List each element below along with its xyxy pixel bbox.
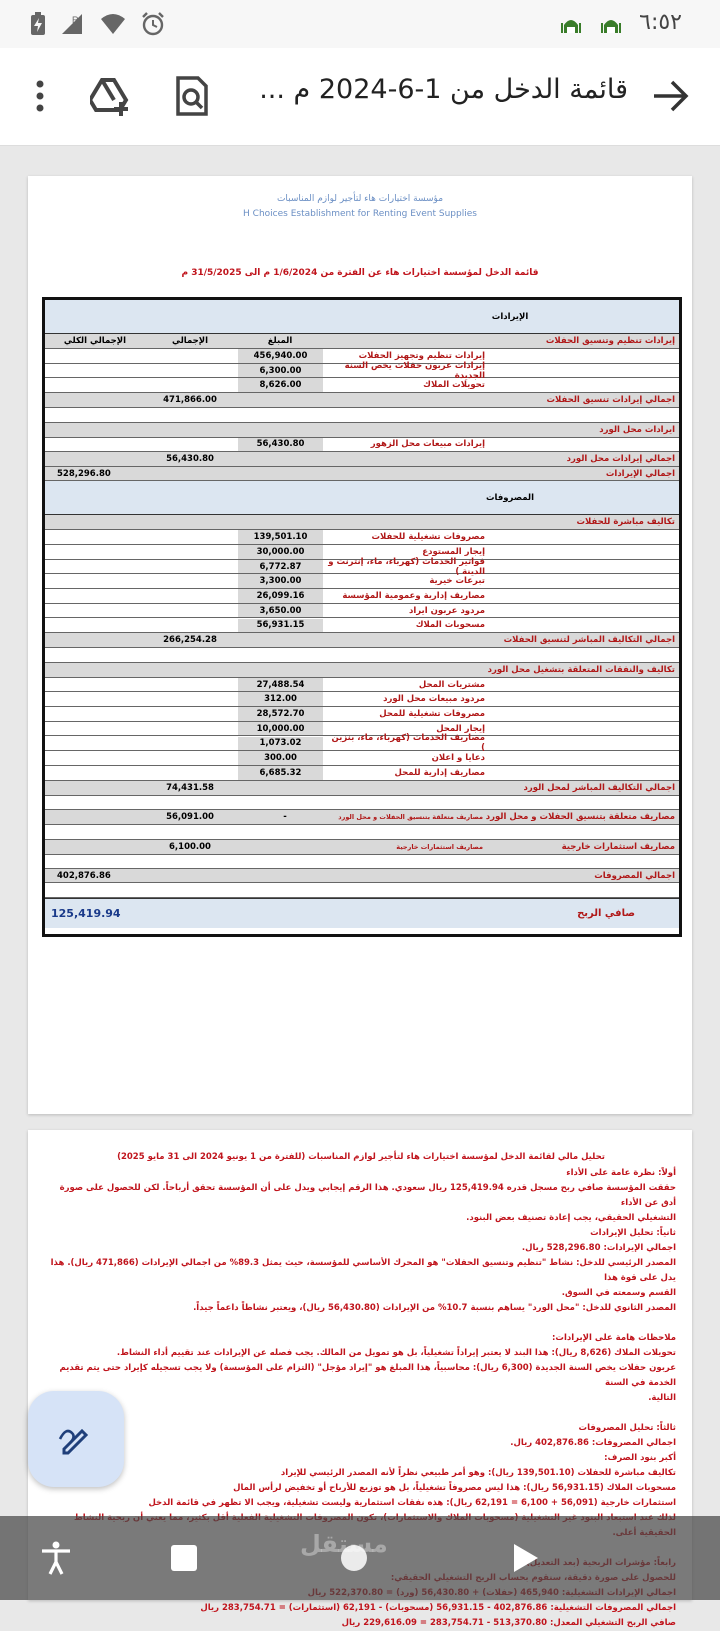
line-item-amount: 56,430.80 [238, 438, 323, 452]
line-item-label: دعايا و اعلان [431, 753, 485, 764]
watermark: مستقل [300, 1530, 388, 1558]
analysis-line: ثالثاً: تحليل المصروفات [578, 1423, 676, 1433]
line-item-row [45, 589, 679, 604]
subtotal-row [45, 781, 679, 796]
subtotal-row [45, 393, 679, 408]
line-item-label: مصاريف إدارية للمحل [394, 767, 485, 778]
company-header [28, 192, 692, 222]
line-item-row [45, 530, 679, 545]
line-item-amount: 6,772.87 [238, 560, 323, 574]
section-header-label: المصروفات [485, 492, 535, 503]
expense-group-label: مصاريف استثمارات خارجية [561, 841, 675, 852]
line-item-row [45, 707, 679, 722]
company-name-english: H Choices Establishment for Renting Event Supplies [243, 209, 477, 219]
analysis-line: استثمارات خارجية (56,091 + 6,100 = 62,191 ريال): هذه نفقات استثمارية وليست تشغيلية، ويجب الا تظهر في قائمة الدخل [148, 1498, 676, 1508]
line-item-amount: 56,931.15 [238, 619, 323, 633]
more-vert-icon[interactable] [20, 76, 60, 116]
category-row [45, 334, 679, 349]
add-to-drive-icon[interactable] [90, 76, 130, 116]
grand-total-amount: 402,876.86 [57, 870, 111, 881]
status-icons-left [30, 12, 166, 36]
alarm-icon [140, 12, 166, 36]
grand-total-row [45, 869, 679, 883]
mosque-icon [599, 11, 623, 35]
line-item-row [45, 378, 679, 393]
company-name-arabic: مؤسسة اختيارات هاء لتأجير لوازم المناسبات [276, 194, 444, 204]
line-item-amount: 456,940.00 [238, 349, 323, 363]
line-item-amount: 6,685.32 [238, 766, 323, 780]
analysis-line: عربون حفلات يخص السنة الجديدة (6,300 ريال): محاسبياً، هذا المبلغ هو "إيراد مؤجل" (التزام على المؤسسة) ولا يجب تسجيله كإيراد حتى يتم تقديم الخدمة في السنة [59, 1363, 676, 1388]
line-item-label: مصاريف الخدمات (كهرباء، ماء، بنزين ) [331, 733, 485, 754]
category-row [45, 515, 679, 530]
analysis-line: القسم وسمعته في السوق. [561, 1288, 676, 1298]
analysis-line [46, 1316, 676, 1331]
subtotal-label: اجمالي التكاليف المباشر لمحل الورد [523, 782, 675, 793]
expense-group-row [45, 810, 679, 825]
line-item-row [45, 438, 679, 453]
wifi-icon [100, 12, 126, 36]
accessibility-icon[interactable] [38, 1540, 74, 1576]
category-row [45, 663, 679, 678]
line-item-label: إيرادات عربون حفلات يخص السنة الجديدة [344, 360, 485, 381]
income-statement-table [42, 297, 682, 937]
clock-time: ٦:٥٢ [639, 10, 682, 35]
analysis-line: تحويلات الملاك (8,626 ريال): هذا البند لا يعتبر إيراداً تشغيلياً، بل هو تمويل من المالك. يجب فصله عن الإيرادات عند تقييم أداء النشاط. [116, 1348, 676, 1358]
mosque-icon [559, 11, 583, 35]
expense-group-label: مصاريف متعلقة بتنسيق الحفلات و محل الورد [485, 812, 675, 823]
analysis-line: المصدر الثانوي للدخل: "محل الورد" يساهم بنسبة 10.7% من الإيرادات (56,430.80 ريال)، ويعتبر نشاطاً داعماً جيداً. [193, 1303, 676, 1313]
stop-square-icon[interactable] [166, 1540, 202, 1576]
grand-total-row [45, 467, 679, 481]
line-item-row [45, 692, 679, 707]
expense-group-note: مصاريف متعلقة بتنسيق الحفلات و محل الورد [338, 813, 483, 822]
status-bar [0, 0, 720, 48]
line-item-label: مصروفات تشغيلية للمحل [379, 708, 485, 719]
line-item-row [45, 678, 679, 693]
col-header-grand-total: الإجمالي الكلي [63, 336, 127, 346]
category-row [45, 423, 679, 438]
line-item-amount: 28,572.70 [238, 707, 323, 721]
col-header-amount: المبلغ [267, 336, 293, 346]
subtotal-row [45, 633, 679, 648]
analysis-line: صافي الربح التشغيلي المعدل: 513,370.80 - 283,754.71 = 229,616.09 ريال [341, 1618, 676, 1628]
line-item-amount: 8,626.00 [238, 378, 323, 392]
blank-row [45, 648, 679, 663]
line-item-row [45, 751, 679, 766]
line-item-amount: 139,501.10 [238, 530, 323, 544]
analysis-line: أكبر بنود الصرف: [604, 1453, 676, 1463]
document-page-1[interactable] [28, 176, 692, 1114]
analysis-line: المصدر الرئيسي للدخل: نشاط "تنظيم وتنسيق الحفلات" هو المحرك الأساسي للمؤسسة، حيث يمثل 89.3% من اجمالي الإيرادات (471,866 ريال). هذا يدل على قوة هذا [50, 1258, 676, 1283]
subtotal-label: اجمالي إيرادات تنسيق الحفلات [546, 395, 675, 406]
line-item-label: مسحوبات الملاك [415, 620, 485, 631]
line-item-amount: 6,300.00 [238, 364, 323, 378]
app-bar [0, 48, 720, 146]
line-item-row [45, 766, 679, 781]
analysis-line: حققت المؤسسة صافي ربح مسجل قدره 125,419.94 ريال سعودي. هذا الرقم إيجابي ويدل على أن المؤسسة تحقق أرباحاً. لكن للحصول على صورة أدق عن الأداء [59, 1183, 676, 1208]
line-item-amount: 3,650.00 [238, 604, 323, 618]
net-profit-amount: 125,419.94 [51, 906, 121, 920]
analysis-line: التشغيلي الحقيقي، يجب إعادة تصنيف بعض البنود. [466, 1213, 676, 1223]
document-title: قائمة الدخل من 1-6-2024 م ... [259, 74, 628, 105]
blank-row [45, 796, 679, 811]
line-item-label: تحويلات الملاك [423, 380, 485, 391]
line-item-row [45, 619, 679, 634]
roaming-mark: R [72, 15, 79, 25]
analysis-line: اجمالي المصروفات التشغيلية: 402,876.86 - 56,931.15 (مسحوبات) - 62,191 (استثمارات) = 283,754.71 ريال [200, 1603, 676, 1613]
line-item-row [45, 733, 679, 754]
analysis-line: اجمالي المصروفات: 402,876.86 ريال. [510, 1438, 676, 1448]
analysis-line: تحليل مالي لقائمة الدخل لمؤسسة اختيارات هاء لتأجير لوازم المناسبات (للفترة من 1 يونيو 2024 الى 31 مايو 2025) [117, 1152, 605, 1162]
section-header [45, 300, 679, 334]
expense-group-note: مصاريف استثمارات خارجية [396, 842, 483, 851]
line-item-label: إيجار المحل [436, 723, 485, 734]
line-item-amount: 1,073.02 [238, 737, 323, 751]
navigation-bar [0, 1516, 720, 1600]
signal-roaming-icon [60, 12, 86, 36]
analysis-line: اجمالي الإيرادات: 528,296.80 ريال. [521, 1243, 676, 1253]
category-label: تكاليف والنفقات المتعلقة بتشغيل محل الورد [487, 664, 675, 675]
line-item-label: إيجار المستودع [422, 546, 485, 557]
grand-total-label: اجمالي المصروفات [594, 870, 675, 881]
grand-total-label: اجمالي الإيرادات [605, 468, 675, 479]
subtotal-label: اجمالي التكاليف المباشر لتنسيق الحفلات [503, 635, 675, 646]
net-profit-label: صافي الربح [577, 907, 635, 919]
expense-group-dash [260, 840, 310, 854]
expense-group-amount: 6,100.00 [169, 841, 211, 852]
line-item-amount: 30,000.00 [238, 545, 323, 559]
line-item-amount: 300.00 [238, 751, 323, 765]
analysis-line: أولاً: نظرة عامة على الأداء [566, 1168, 676, 1178]
line-item-label: مردود عربون ايراد [408, 605, 485, 616]
blank-row [45, 883, 679, 898]
line-item-amount: 10,000.00 [238, 722, 323, 736]
expense-group-dash: - [283, 812, 287, 823]
edit-pen-icon [56, 1419, 96, 1459]
line-item-amount: 27,488.54 [238, 678, 323, 692]
line-item-row [45, 604, 679, 619]
blank-row [45, 408, 679, 423]
line-item-amount: 26,099.16 [238, 589, 323, 603]
line-item-row [45, 574, 679, 589]
subtotal-label: اجمالي إيرادات محل الورد [566, 454, 675, 465]
category-label: ايرادات محل الورد [599, 424, 675, 435]
net-profit-row [45, 898, 679, 928]
line-item-amount: 3,300.00 [238, 574, 323, 588]
line-item-row [45, 556, 679, 577]
line-item-label: مصاريف إدارية وعمومية المؤسسة [342, 590, 485, 601]
annotate-fab[interactable] [28, 1391, 124, 1487]
analysis-line: ملاحظات هامة على الإيرادات: [552, 1333, 676, 1343]
grand-total-amount: 528,296.80 [57, 468, 111, 479]
blank-row [45, 855, 679, 870]
line-item-amount: 312.00 [238, 692, 323, 706]
subtotal-amount: 74,431.58 [166, 782, 214, 793]
category-label: تكاليف مباشرة للحفلات [576, 517, 675, 528]
expense-group-amount: 56,091.00 [166, 812, 214, 823]
line-item-label: إيرادات مبيعات محل الزهور [370, 439, 485, 450]
col-header-total: الإجمالي [171, 336, 209, 346]
section-header-label: الإيرادات [491, 311, 529, 322]
subtotal-amount: 266,254.28 [163, 635, 217, 646]
subtotal-row [45, 452, 679, 467]
play-icon[interactable] [506, 1540, 542, 1576]
find-in-page-icon[interactable] [172, 76, 212, 116]
line-item-label: مصروفات تشغيلية للحفلات [371, 532, 485, 543]
statement-title: قائمة الدخل لمؤسسة اختيارات هاء عن الفترة من 1/6/2024 م الى 31/5/2025 م [181, 268, 539, 278]
analysis-line: مسحوبات الملاك (56,931.15 ريال): هذا ليس مصروفاً تشغيلياً، بل هو توزيع للأرباح أو تخفيض لرأس المال [233, 1483, 676, 1493]
section-header [45, 481, 679, 515]
line-item-label: تبرعات خيرية [429, 576, 485, 587]
analysis-line [46, 1406, 676, 1421]
status-icons-right [559, 10, 682, 35]
line-item-label: مردود مبيعات محل الورد [383, 694, 485, 705]
subtotal-amount: 471,866.00 [163, 395, 217, 406]
line-item-label: فواتير الخدمات (كهرباء، ماء، إنترنت و الدينة ) [328, 556, 485, 577]
category-label: إيرادات تنظيم وتنسيق الحفلات [545, 336, 675, 346]
arrow-back-icon[interactable] [650, 76, 690, 116]
analysis-line: ثانياً: تحليل الإيرادات [590, 1228, 676, 1238]
subtotal-amount: 56,430.80 [166, 454, 214, 465]
analysis-line: تكاليف مباشرة للحفلات (139,501.10 ريال): وهو أمر طبيعي نظراً لأنه المصدر الرئيسي للإيراد [280, 1468, 676, 1478]
blank-row [45, 825, 679, 840]
line-item-row [45, 360, 679, 381]
expense-group-row [45, 840, 679, 855]
line-item-label: إيرادات تنظيم وتجهيز الحفلات [358, 350, 485, 361]
battery-charging-icon [30, 12, 46, 36]
analysis-line: التالية. [648, 1393, 676, 1403]
line-item-label: مشتريات المحل [418, 679, 485, 690]
